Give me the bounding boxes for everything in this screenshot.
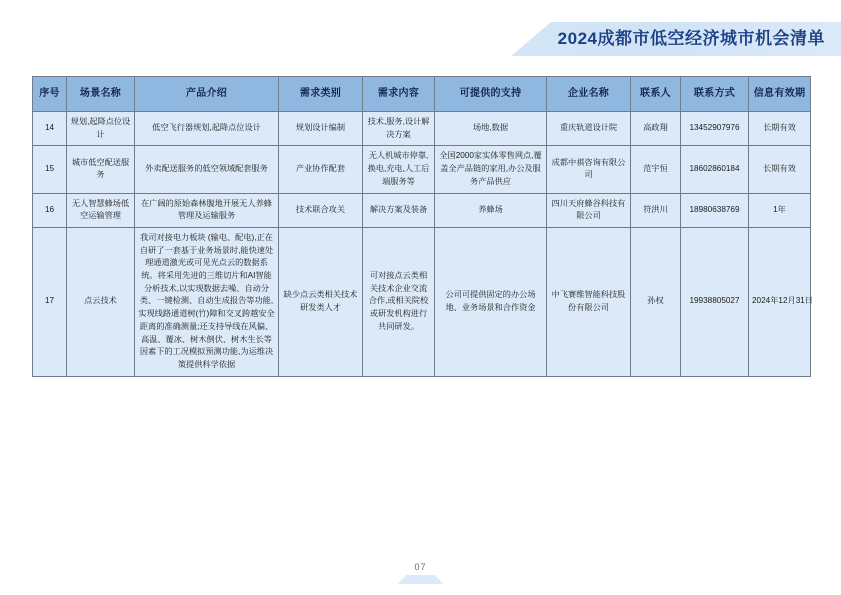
column-header-demand-type: 需求类别 xyxy=(279,77,363,112)
cell-product: 我司对接电力板块 (输电、配电),正在自研了一套基于业务场景时,能快速处理通道激光或可见光点云的数据系统。将采用先进的三维切片和AI智能分析技术,以实现数据去噪、自动分类、一键检测、自动生成报告等功能,实现线路通道树(竹)障和交叉跨越安全距离的准确测量;还支持导线在风偏、高温、覆冰、树木倒伏、树木生长等因素下的工况模拟预测功能,为运维决策提供科学依据 xyxy=(135,227,279,376)
cell-demand-type: 规划设计编制 xyxy=(279,112,363,146)
cell-contact: 范宇恒 xyxy=(631,146,681,193)
cell-phone: 18602860184 xyxy=(681,146,749,193)
table-row xyxy=(33,227,811,376)
page-title: 2024成都市低空经济城市机会清单 xyxy=(557,29,825,48)
cell-scene: 规划,起降点位设计 xyxy=(67,112,135,146)
cell-company: 四川天府蜂谷科技有限公司 xyxy=(547,193,631,227)
cell-company: 重庆轨道设计院 xyxy=(547,112,631,146)
cell-scene: 点云技术 xyxy=(67,227,135,376)
cell-phone: 19938805027 xyxy=(681,227,749,376)
cell-support: 公司可提供固定的办公场地、业务场景和合作资金 xyxy=(435,227,547,376)
cell-product: 在广阔的原始森林腹地开展无人养蜂管理及运输服务 xyxy=(135,193,279,227)
cell-phone: 18980638769 xyxy=(681,193,749,227)
cell-company: 成都中祺咨询有限公司 xyxy=(547,146,631,193)
opportunity-table-container xyxy=(32,76,813,377)
cell-support: 场地,数据 xyxy=(435,112,547,146)
column-header-company: 企业名称 xyxy=(547,77,631,112)
cell-product: 低空飞行器规划,起降点位设计 xyxy=(135,112,279,146)
column-header-demand-content: 需求内容 xyxy=(363,77,435,112)
table-row xyxy=(33,193,811,227)
cell-scene: 无人智慧蜂场低空运输管理 xyxy=(67,193,135,227)
cell-valid: 2024年12月31日 xyxy=(749,227,811,376)
cell-contact: 高政翔 xyxy=(631,112,681,146)
cell-company: 中飞赛维智能科技股份有限公司 xyxy=(547,227,631,376)
opportunity-table xyxy=(32,76,811,377)
cell-no: 14 xyxy=(33,112,67,146)
column-header-scene: 场景名称 xyxy=(67,77,135,112)
cell-demand-content: 无人机城市停靠,换电,充电,人工后端服务等 xyxy=(363,146,435,193)
cell-contact: 符洪川 xyxy=(631,193,681,227)
cell-demand-content: 技术,服务,设计解决方案 xyxy=(363,112,435,146)
table-row xyxy=(33,112,811,146)
column-header-support: 可提供的支持 xyxy=(435,77,547,112)
cell-demand-type: 缺少点云类相关技术研发类人才 xyxy=(279,227,363,376)
cell-scene: 城市低空配送服务 xyxy=(67,146,135,193)
cell-demand-type: 技术联合攻关 xyxy=(279,193,363,227)
cell-demand-content: 可对接点云类相关技术企业交流合作,或相关院校或研发机构进行共同研发。 xyxy=(363,227,435,376)
table-row xyxy=(33,146,811,193)
column-header-no: 序号 xyxy=(33,77,67,112)
cell-valid: 长期有效 xyxy=(749,146,811,193)
cell-support: 养蜂场 xyxy=(435,193,547,227)
cell-product: 外卖配送服务的低空领域配套服务 xyxy=(135,146,279,193)
column-header-phone: 联系方式 xyxy=(681,77,749,112)
cell-no: 15 xyxy=(33,146,67,193)
cell-support: 全国2000家实体零售网点,覆盖全产品链的家用,办公及服务产品供应 xyxy=(435,146,547,193)
column-header-product: 产品介绍 xyxy=(135,77,279,112)
cell-phone: 13452907976 xyxy=(681,112,749,146)
page-number-decoration xyxy=(398,575,444,584)
cell-no: 17 xyxy=(33,227,67,376)
cell-demand-type: 产业协作配套 xyxy=(279,146,363,193)
page-number: 07 xyxy=(414,562,427,572)
cell-no: 16 xyxy=(33,193,67,227)
cell-valid: 1年 xyxy=(749,193,811,227)
cell-contact: 孙权 xyxy=(631,227,681,376)
page-header-banner xyxy=(0,22,841,56)
cell-demand-content: 解决方案及装备 xyxy=(363,193,435,227)
table-body xyxy=(33,112,811,377)
column-header-valid: 信息有效期 xyxy=(749,77,811,112)
cell-valid: 长期有效 xyxy=(749,112,811,146)
page-footer xyxy=(0,557,841,577)
table-header xyxy=(33,77,811,112)
table-header-row xyxy=(33,77,811,112)
column-header-contact: 联系人 xyxy=(631,77,681,112)
